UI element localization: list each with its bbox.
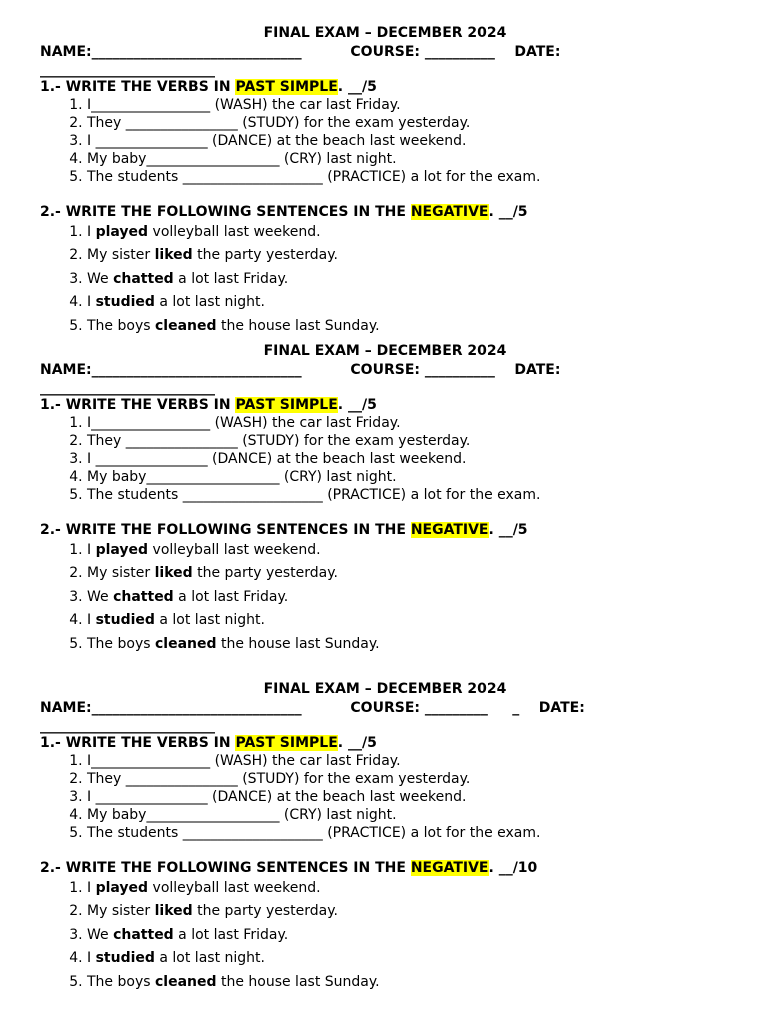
- list-item: 4. My baby___________________ (CRY) last night.: [87, 150, 740, 168]
- list-item: 4. I studied a lot last night.: [87, 947, 740, 970]
- name-blank: ______________________________: [91, 700, 302, 716]
- exam-title: FINAL EXAM – DECEMBER 2024: [263, 343, 507, 359]
- list-item: 5. The students ____________________ (PRACTICE) a lot for the exam.: [87, 824, 740, 842]
- student-info-row: [40, 698, 740, 718]
- list-item: 4. My baby___________________ (CRY) last night.: [87, 806, 740, 824]
- exam-block-1: [40, 24, 740, 338]
- list-item: 1. I played volleyball last weekend.: [87, 221, 740, 244]
- section1-prefix: 1.- WRITE THE VERBS IN: [40, 397, 236, 413]
- section2-highlight: NEGATIVE: [410, 860, 489, 876]
- list-item: 3. I ________________ (DANCE) at the beach last weekend.: [87, 132, 740, 150]
- list-item: 2. They ________________ (STUDY) for the exam yesterday.: [87, 432, 740, 450]
- list-item: 5. The boys cleaned the house last Sunday.: [87, 971, 740, 994]
- section2-highlight: NEGATIVE: [410, 522, 489, 538]
- course-label: COURSE:: [350, 700, 420, 716]
- section2-suffix: . __/5: [488, 204, 528, 220]
- list-item: 2. My sister liked the party yesterday.: [87, 900, 740, 923]
- list-item: 2. They ________________ (STUDY) for the exam yesterday.: [87, 114, 740, 132]
- list-item: 1. I_________________ (WASH) the car last Friday.: [87, 96, 740, 114]
- list-item: 3. We chatted a lot last Friday.: [87, 268, 740, 291]
- section1-highlight: PAST SIMPLE: [235, 397, 338, 413]
- list-item: 1. I played volleyball last weekend.: [87, 877, 740, 900]
- date-label: DATE:: [538, 700, 585, 716]
- section1-highlight: PAST SIMPLE: [235, 79, 338, 95]
- course-blank: _________ _: [424, 700, 520, 716]
- exam-title: FINAL EXAM – DECEMBER 2024: [263, 681, 507, 697]
- section1-prefix: 1.- WRITE THE VERBS IN: [40, 735, 236, 751]
- course-blank: __________: [424, 44, 495, 60]
- date-blank: _________________________: [40, 380, 215, 396]
- list-item: 1. I played volleyball last weekend.: [87, 539, 740, 562]
- section1-title: [40, 78, 740, 96]
- course-label: COURSE:: [350, 362, 420, 378]
- section1-prefix: 1.- WRITE THE VERBS IN: [40, 79, 236, 95]
- section2-list: [40, 221, 740, 338]
- list-item: 1. I_________________ (WASH) the car last Friday.: [87, 414, 740, 432]
- section2-highlight: NEGATIVE: [410, 204, 489, 220]
- section2-suffix: . __/5: [488, 522, 528, 538]
- section2-list: [40, 539, 740, 656]
- date-blank: _________________________: [40, 718, 215, 734]
- section2-title: [40, 203, 740, 221]
- section1-list: [40, 752, 740, 842]
- section2-prefix: 2.- WRITE THE FOLLOWING SENTENCES IN THE: [40, 204, 411, 220]
- date-label: DATE:: [514, 362, 561, 378]
- section2-title: [40, 859, 740, 877]
- section2-suffix: . __/10: [488, 860, 538, 876]
- name-label: NAME:: [40, 44, 92, 60]
- section1-title: [40, 734, 740, 752]
- section1-list: [40, 414, 740, 504]
- course-blank: __________: [424, 362, 495, 378]
- list-item: 3. We chatted a lot last Friday.: [87, 924, 740, 947]
- date-label: DATE:: [514, 44, 561, 60]
- list-item: 5. The students ____________________ (PRACTICE) a lot for the exam.: [87, 168, 740, 186]
- section1-suffix: . __/5: [337, 735, 377, 751]
- list-item: 1. I_________________ (WASH) the car last Friday.: [87, 752, 740, 770]
- date-blank: _________________________: [40, 62, 215, 78]
- student-info-row: [40, 42, 740, 62]
- student-info-row: [40, 360, 740, 380]
- list-item: 3. I ________________ (DANCE) at the beach last weekend.: [87, 788, 740, 806]
- list-item: 5. The boys cleaned the house last Sunday.: [87, 315, 740, 338]
- list-item: 3. We chatted a lot last Friday.: [87, 586, 740, 609]
- section2-title: [40, 521, 740, 539]
- list-item: 5. The boys cleaned the house last Sunday.: [87, 633, 740, 656]
- section1-suffix: . __/5: [337, 79, 377, 95]
- name-blank: ______________________________: [91, 362, 302, 378]
- section2-prefix: 2.- WRITE THE FOLLOWING SENTENCES IN THE: [40, 860, 411, 876]
- list-item: 4. I studied a lot last night.: [87, 609, 740, 632]
- exam-block-3: [40, 680, 740, 994]
- course-label: COURSE:: [350, 44, 420, 60]
- section1-suffix: . __/5: [337, 397, 377, 413]
- list-item: 3. I ________________ (DANCE) at the beach last weekend.: [87, 450, 740, 468]
- name-blank: ______________________________: [91, 44, 302, 60]
- list-item: 4. My baby___________________ (CRY) last night.: [87, 468, 740, 486]
- list-item: 2. They ________________ (STUDY) for the exam yesterday.: [87, 770, 740, 788]
- list-item: 4. I studied a lot last night.: [87, 291, 740, 314]
- section1-title: [40, 396, 740, 414]
- list-item: 2. My sister liked the party yesterday.: [87, 562, 740, 585]
- section1-list: [40, 96, 740, 186]
- exam-block-2: [40, 342, 740, 656]
- section2-prefix: 2.- WRITE THE FOLLOWING SENTENCES IN THE: [40, 522, 411, 538]
- name-label: NAME:: [40, 362, 92, 378]
- exam-title: FINAL EXAM – DECEMBER 2024: [263, 25, 507, 41]
- list-item: 2. My sister liked the party yesterday.: [87, 244, 740, 267]
- name-label: NAME:: [40, 700, 92, 716]
- section2-list: [40, 877, 740, 994]
- section1-highlight: PAST SIMPLE: [235, 735, 338, 751]
- list-item: 5. The students ____________________ (PRACTICE) a lot for the exam.: [87, 486, 740, 504]
